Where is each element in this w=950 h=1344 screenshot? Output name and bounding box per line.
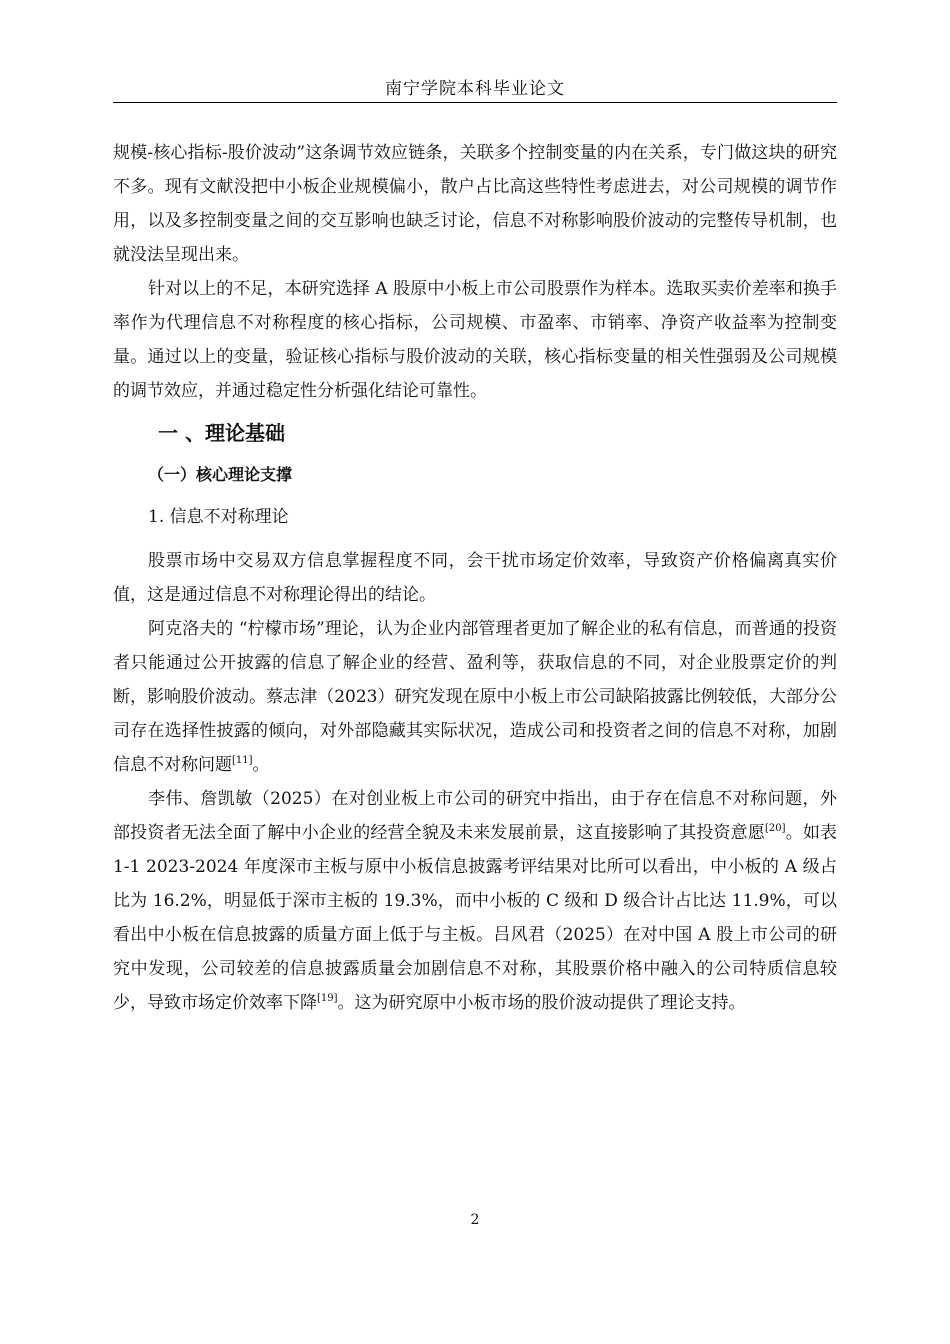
paragraph: 规模-核心指标-股价波动”这条调节效应链条，关联多个控制变量的内在关系，专门做这块的研究不多。现有文献没把中小板企业规模偏小，散户占比高这些特性考虑进去，对公司规模的调节作用，以及多控制变量之间的交互影响也缺乏讨论，信息不对称影响股价波动的完整传导机制，也就没法呈现出来。 (113, 143, 837, 265)
page-number: 2 (470, 1212, 480, 1228)
paragraph (113, 612, 837, 782)
citation: [19] (317, 993, 338, 1004)
paragraph: 针对以上的不足，本研究选择 A 股原中小板上市公司股票作为样本。选取买卖价差率和换手率作为代理信息不对称程度的核心指标，公司规模、市盈率、市销率、净资产收益率为控制变量。通过以上的变量，验证核心指标与股价波动的关联，核心指标变量的相关性强弱及公司规模的调节效应，并通过稳定性分析强化结论可靠性。 (113, 279, 837, 401)
paragraph-text: 。如表 1-1 2023-2024 年度深市主板与原中小板信息披露考评结果对比所可以看出，中小板的 A 级占比为 16.2%，明显低于深市主板的 19.3%，而中小板的 C 级和 D 级合计占比达 11.9%，可以看出中小板在信息披露的质量方面上低于与主板。吕风君（2025）在对中国 A 股上市公司的研究中发现，公司较差的信息披露质量会加剧信息不对称，其股票价格中融入的公司特质信息较少，导致市场定价效率下降 (113, 823, 838, 1013)
page-header: 南宁学院本科毕业论文 (385, 79, 565, 99)
header-rule (113, 102, 837, 103)
paragraph (113, 782, 837, 1020)
paragraph-text: 李伟、詹凯敏（2025）在对创业板上市公司的研究中指出，由于存在信息不对称问题，外部投资者无法全面了解中小企业的经营全貌及未来发展前景，这直接影响了其投资意愿 (113, 789, 837, 843)
paragraph: 股票市场中交易双方信息掌握程度不同，会干扰市场定价效率，导致资产价格偏离真实价值，这是通过信息不对称理论得出的结论。 (113, 551, 837, 605)
item-heading: 1. 信息不对称理论 (148, 507, 289, 527)
paragraph-text: 。 (252, 755, 270, 775)
section-heading: 一 、理论基础 (158, 421, 285, 445)
body-text (113, 136, 837, 1020)
subsection-heading: （一）核心理论支撑 (148, 465, 293, 484)
paragraph-text: 。这为研究原中小板市场的股价波动提供了理论支持。 (337, 993, 746, 1013)
citation: [20] (765, 823, 786, 834)
paragraph-text: 阿克洛夫的 “柠檬市场”理论，认为企业内部管理者更加了解企业的私有信息，而普通的投资者只能通过公开披露的信息了解企业的经营、盈利等，获取信息的不同，对企业股票定价的判断，影响股价波动。蔡志津（2023）研究发现在原中小板上市公司缺陷披露比例较低，大部分公司存在选择性披露的倾向，对外部隐藏其实际状况，造成公司和投资者之间的信息不对称，加剧信息不对称问题 (113, 619, 837, 775)
citation: [11] (232, 755, 253, 766)
